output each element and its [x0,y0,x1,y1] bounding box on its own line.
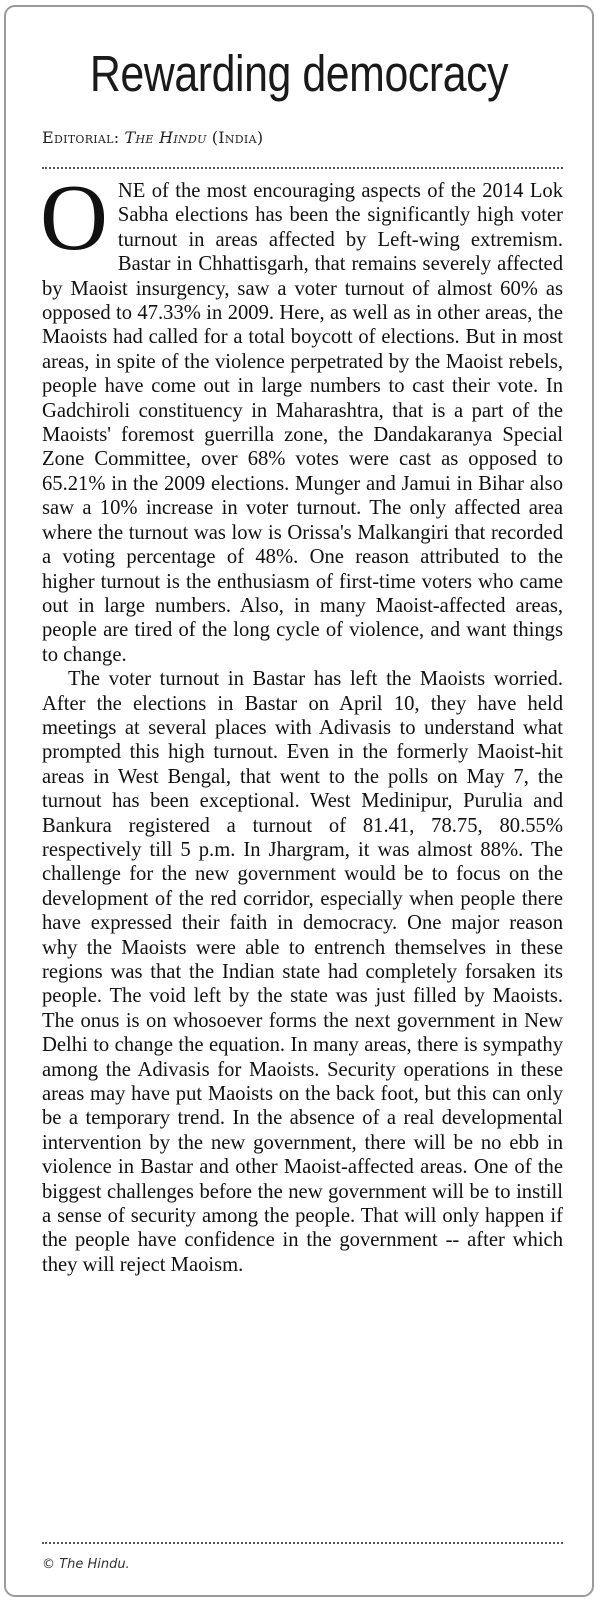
byline [42,128,263,147]
paragraph-2: The voter turnout in Bastar has left the Maoists worried. After the elections in Bastar on April 10, they have held meetings at several places with Adivasis to understand what prompted this high turnout. Even in the formerly Maoist-hit areas in West Bengal, that went to the polls on May 7, the turnout has been exceptional. West Medinipur, Purulia and Bankura registered a turnout of 81.41, 78.75, 80.55% respectively till 5 p.m. In Jhargram, it was almost 88%. The challenge for the new government would be to focus on the development of the red corridor, especially when people there have expressed their faith in democracy. One major reason why the Maoists were able to entrench themselves in these regions was that the Indian state had completely forsaken its people. The void left by the state was just filled by Maoists. The onus is on whosoever forms the next government in New Delhi to change the equation. In many areas, there is sympathy among the Adivasis for Maoists. Security operations in these areas may have put Maoists on the back foot, but this can only be a temporary trend. In the absence of a real developmental intervention by the new government, there will be no ebb in violence in Bastar and other Maoist-affected areas. One of the biggest challenges before the new government will be to instill a sense of security among the people. That will only happen if the people have confidence in the government -- after which they will reject Maoism. [42,668,563,1276]
byline-publication: The Hindu [124,128,207,147]
byline-country: (India) [211,128,264,147]
drop-cap: O [40,166,108,270]
top-divider [42,167,563,169]
paragraph-1 [40,166,563,667]
article-frame [4,5,594,1597]
headline: Rewarding democracy [89,45,509,102]
paragraph-1-text: NE of the most encouraging aspects of the 2014 Lok Sabha elections has been the significantly high voter turnout in areas affected by Left-wing extremism. Bastar in Chhattisgarh, that remains severely affected by Maoist insurgency, saw a voter turnout of almost 60% as opposed to 47.33% in 2009. Here, as well as in other areas, the Maoists had called for a total boycott of elections. But in most areas, in spite of the violence perpetrated by the Maoist rebels, people have come out in large numbers to cast their vote. In Gadchiroli constituency in Maharashtra, that is a part of the Maoists' foremost guerrilla zone, the Dandakaranya Special Zone Committee, over 68% votes were cast as opposed to 65.21% in the 2009 elections. Munger and Jamui in Bihar also saw a 10% increase in voter turnout. The only affected area where the turnout was low is Orissa's Malkangiri that recorded a voting percentage of 48%. One reason attributed to the higher turnout is the enthusiasm of first-time voters who came out in large numbers. Also, in many Maoist-affected areas, people are tired of the long cycle of violence, and want things to change. [42,180,563,666]
copyright-credit: © The Hindu. [42,1557,130,1572]
bottom-divider [42,1542,563,1544]
byline-label: Editorial: [42,128,120,147]
article-body [40,166,563,1277]
